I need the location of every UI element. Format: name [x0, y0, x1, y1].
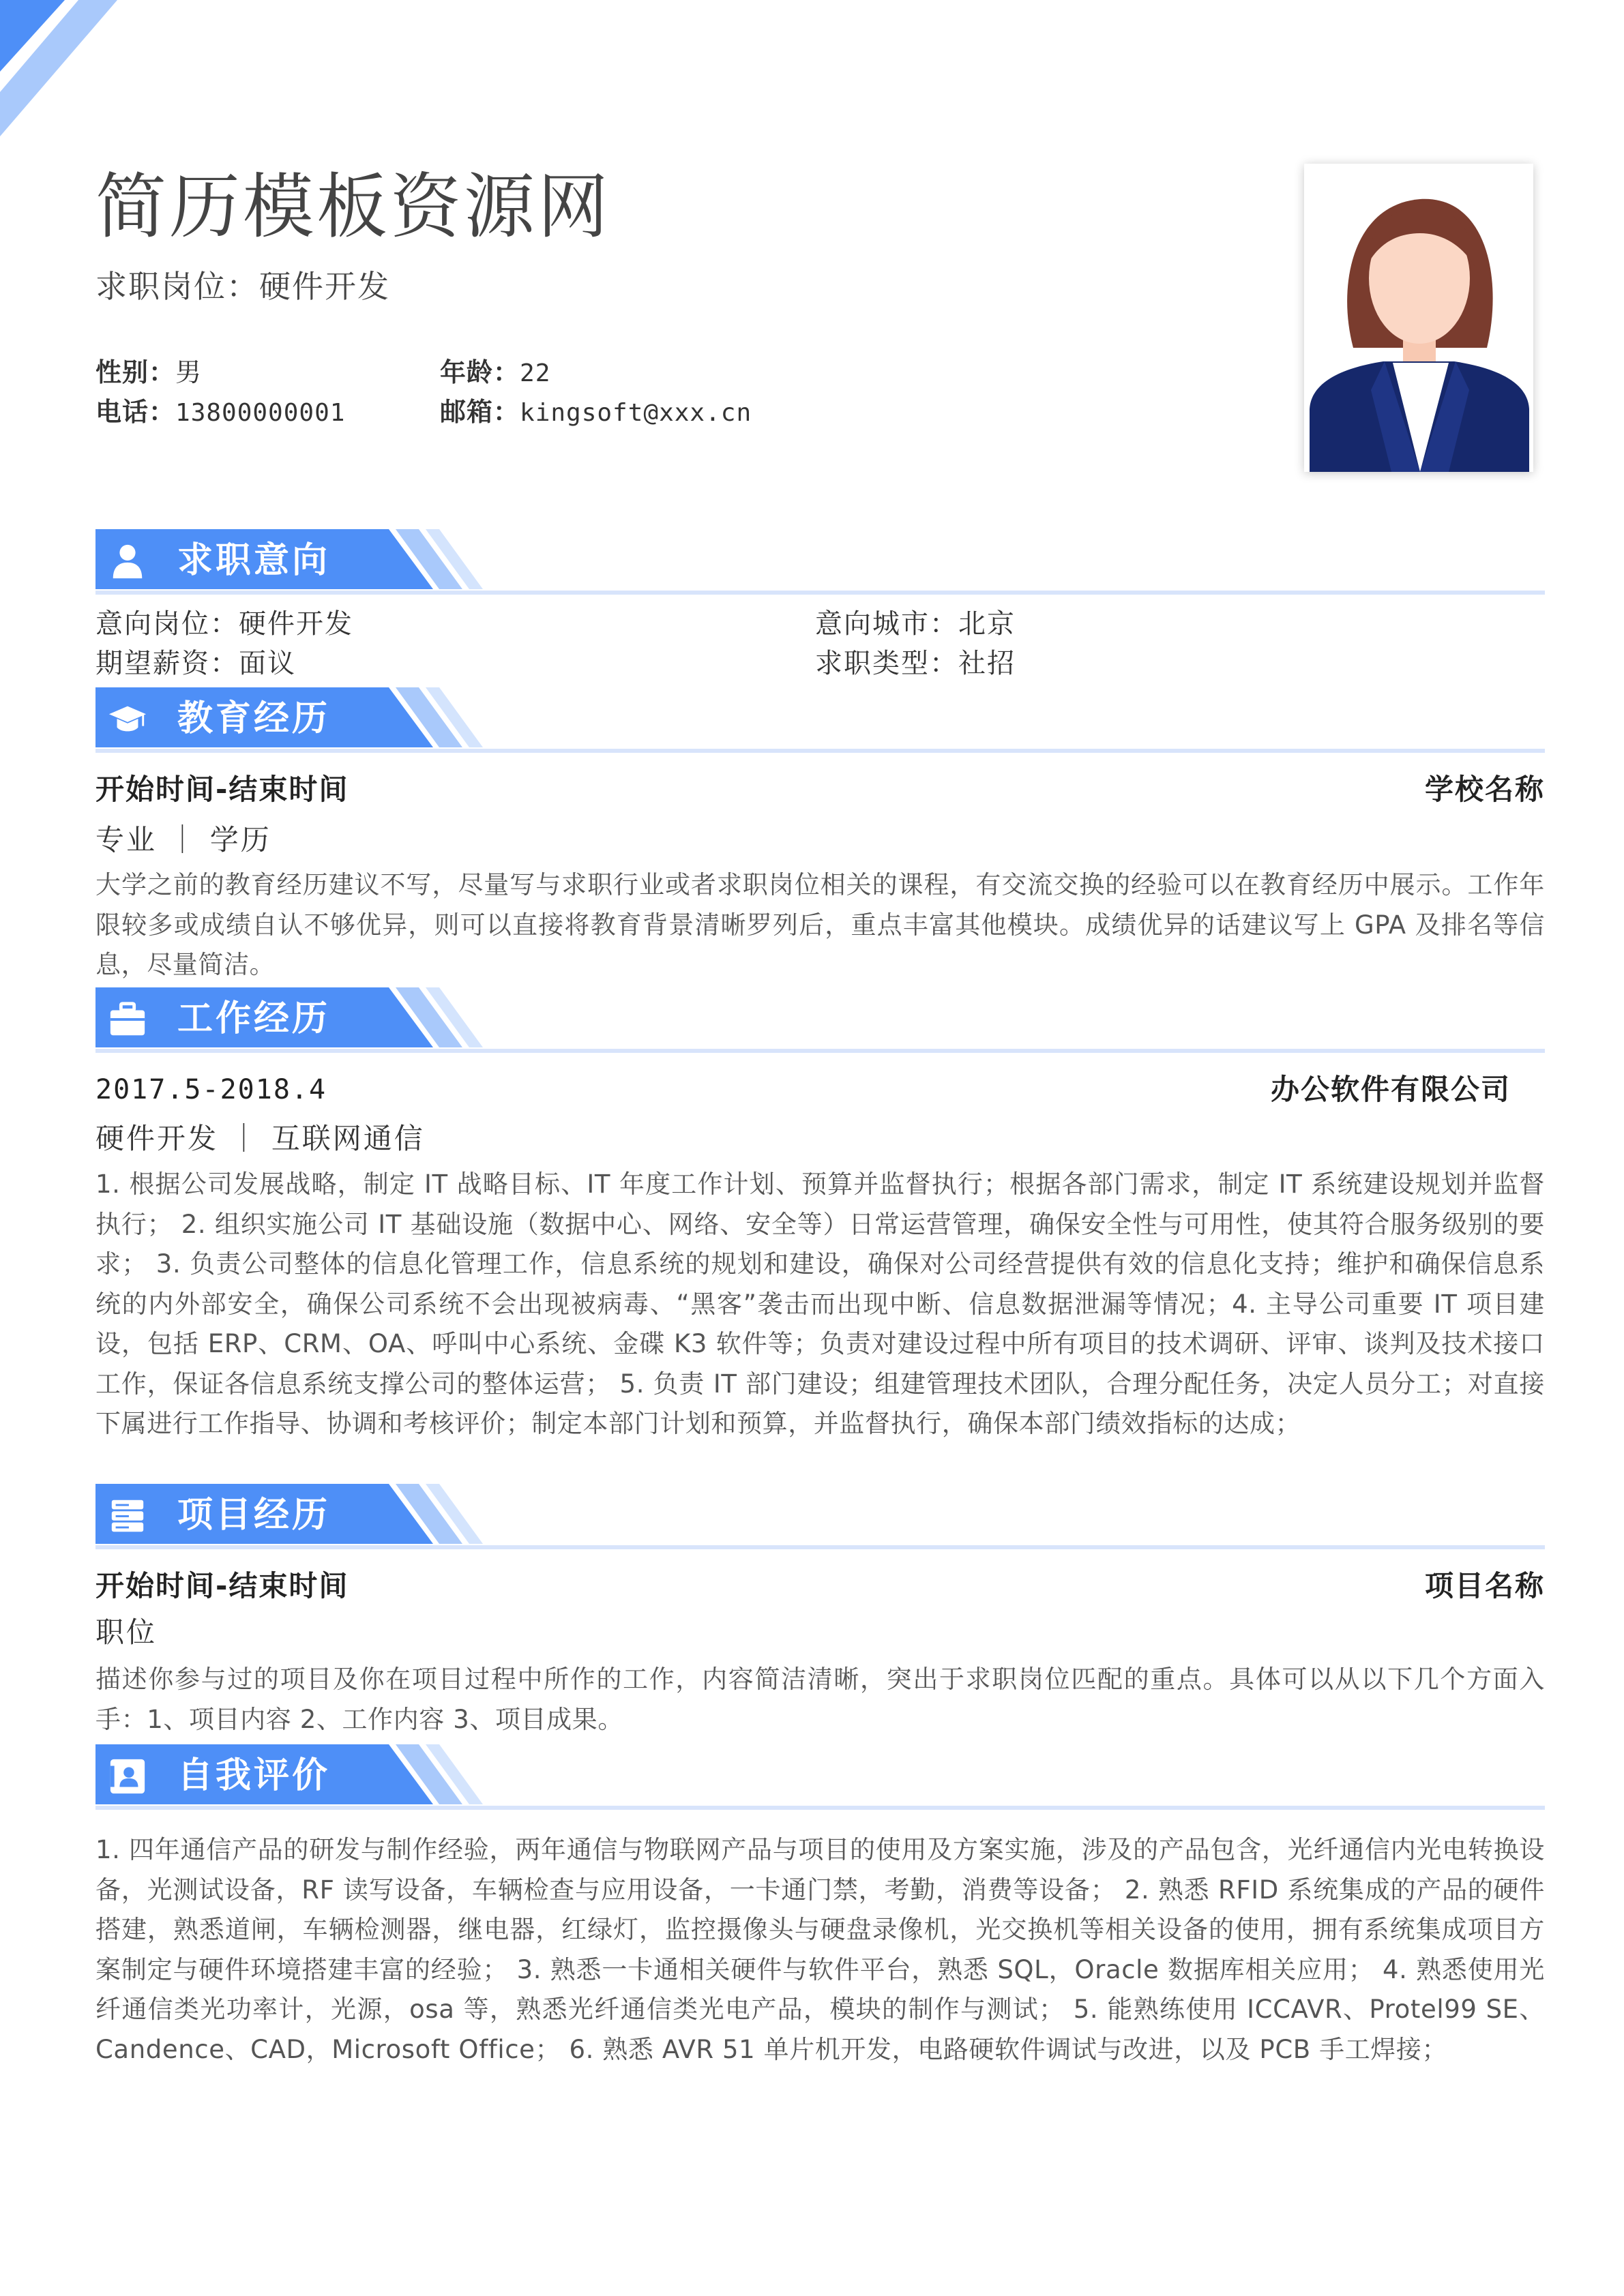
email-value: kingsoft@xxx.cn	[520, 399, 752, 427]
age-label: 年龄：	[440, 357, 520, 387]
avatar-photo	[1304, 164, 1533, 472]
gender-label: 性别：	[95, 357, 176, 387]
section-intent-title: 求职意向	[177, 540, 331, 581]
intent-position: 意向岗位：硬件开发	[95, 608, 353, 640]
graduation-cap-icon	[108, 700, 147, 739]
section-work-title: 工作经历	[177, 998, 331, 1039]
work-role: 硬件开发 ｜ 互联网通信	[95, 1122, 425, 1155]
job-intent: 求职岗位：硬件开发	[95, 268, 390, 305]
project-description: 描述你参与过的项目及你在项目过程中所作的工作，内容简洁清晰，突出于求职岗位匹配的重点。具体可以从以下几个方面入手：1、项目内容 2、工作内容 3、项目成果。	[95, 1665, 1545, 1734]
user-icon	[108, 541, 147, 581]
email-info	[440, 396, 752, 430]
work-company: 办公软件有限公司	[1270, 1073, 1511, 1106]
id-card-icon	[108, 1757, 147, 1796]
education-major: 专业 ｜ 学历	[95, 823, 271, 856]
project-role: 职位	[95, 1615, 158, 1649]
phone-info	[95, 396, 345, 430]
section-work-header	[95, 985, 1545, 1053]
education-description: 大学之前的教育经历建议不写，尽量写与求职行业或者求职岗位相关的课程，有交流交换的经验可以在教育经历中展示。工作年限较多或成绩自认不够优异，则可以直接将教育背景清晰罗列后，重点丰富其他模块。成绩优异的话建议写上 GPA 及排名等信息，尽量简洁。	[95, 870, 1545, 979]
intent-city: 意向城市：北京	[815, 608, 1016, 640]
work-headline	[95, 1069, 1545, 1110]
corner-decoration	[0, 0, 218, 150]
intent-salary: 期望薪资：面议	[95, 648, 296, 679]
section-self-title: 自我评价	[177, 1755, 331, 1796]
phone-value: 13800000001	[175, 399, 346, 427]
section-self-header	[95, 1742, 1545, 1810]
gender-info	[95, 356, 202, 389]
education-headline	[95, 769, 1545, 810]
section-intent-header	[95, 526, 1545, 595]
work-time: 2017.5-2018.4	[95, 1074, 327, 1105]
candidate-name: 简历模板资源网	[95, 165, 612, 248]
work-description: 1. 根据公司发展战略，制定 IT 战略目标、IT 年度工作计划、预算并监督执行；根据各部门需求，制定 IT 系统建设规划并监督执行； 2. 组织实施公司 IT 基础设施（数据中心、网络、安全等）日常运营管理，确保安全性与可用性，使其符合服务级别的要求； 3. 负责公司整体的信息化管理工作，信息系统的规划和建设，确保对公司经营提供有效的信息化支持；维护和确保信息系统的内外部安全，确保公司系统不会出现被病毒、“黑客”袭击而出现中断、信息数据泄漏等情况；4. 主导公司重要 IT 项目建设，包括 ERP、CRM、OA、呼叫中心系统、金碟 K3 软件等；负责对建设过程中所有项目的技术调研、评审、谈判及技术接口工作，保证各信息系统支撑公司的整体运营； 5. 负责 IT 部门建设；组建管理技术团队，合理分配任务，决定人员分工；对直接下属进行工作指导、协调和考核评价；制定本部门计划和预算，并监督执行，确保本部门绩效指标的达成；	[95, 1169, 1545, 1438]
project-time: 开始时间-结束时间	[95, 1569, 349, 1602]
section-project-header	[95, 1481, 1545, 1549]
age-value: 22	[520, 359, 551, 387]
project-headline	[95, 1566, 1545, 1607]
gender-value: 男	[175, 357, 203, 387]
education-school: 学校名称	[1424, 773, 1545, 806]
avatar-illustration	[1304, 164, 1533, 472]
section-project-title: 项目经历	[177, 1495, 331, 1536]
section-education-header	[95, 685, 1545, 753]
age-info	[440, 356, 550, 390]
email-label: 邮箱：	[440, 397, 520, 427]
server-icon	[108, 1496, 147, 1536]
intent-type: 求职类型：社招	[815, 648, 1016, 679]
project-name: 项目名称	[1424, 1569, 1545, 1602]
section-education-title: 教育经历	[177, 698, 331, 739]
briefcase-icon	[108, 1000, 147, 1039]
education-time: 开始时间-结束时间	[95, 773, 349, 806]
phone-label: 电话：	[95, 397, 176, 427]
self-description: 1. 四年通信产品的研发与制作经验，两年通信与物联网产品与项目的使用及方案实施，涉及的产品包含，光纤通信内光电转换设备，光测试设备，RF 读写设备，车辆检查与应用设备，一卡通门禁，考勤，消费等设备； 2. 熟悉 RFID 系统集成的产品的硬件搭建，熟悉道闸，车辆检测器，继电器，红绿灯，监控摄像头与硬盘录像机，光交换机等相关设备的使用，拥有系统集成项目方案制定与硬件环境搭建丰富的经验； 3. 熟悉一卡通相关硬件与软件平台，熟悉 SQL，Oracle 数据库相关应用； 4. 熟悉使用光纤通信类光功率计，光源，osa 等，熟悉光纤通信类光电产品，模块的制作与测试； 5. 能熟练使用 ICCAVR、Protel99 SE、Candence、CAD，Microsoft Office； 6. 熟悉 AVR 51 单片机开发，电路硬软件调试与改进，以及 PCB 手工焊接；	[95, 1835, 1545, 2064]
